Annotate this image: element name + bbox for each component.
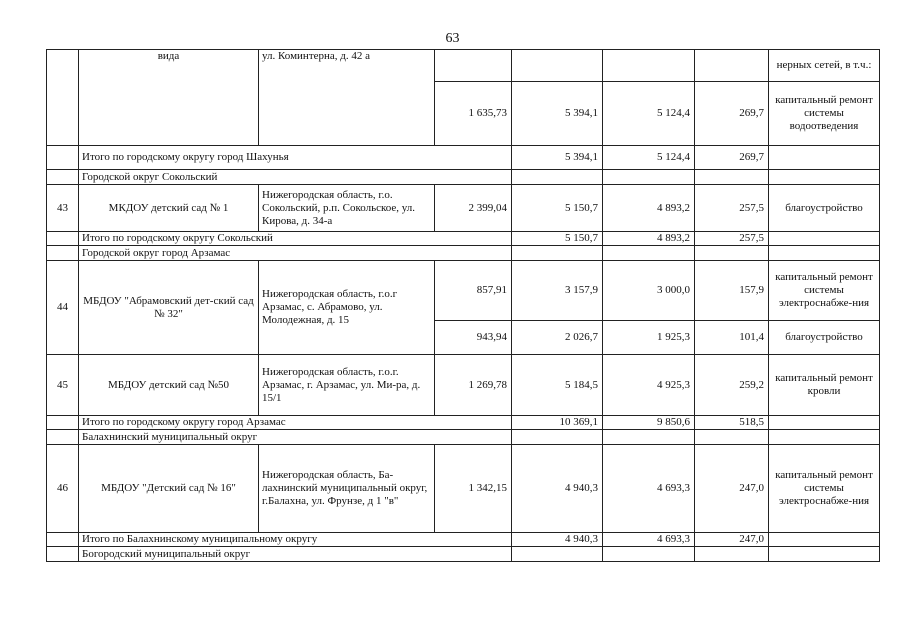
cell-total: 5 150,7 bbox=[512, 232, 603, 246]
table-row bbox=[47, 355, 880, 416]
cell-address: Нижегородская область, Ба-лахнинский муниципальный округ, г.Балахна, ул. Фрунзе, д 1 "в" bbox=[259, 445, 435, 533]
cell-purpose: капитальный ремонт системы электроснабже-ния bbox=[769, 445, 880, 533]
cell-total: 2 026,7 bbox=[512, 321, 603, 355]
cell-num bbox=[47, 50, 79, 146]
section-header-row bbox=[47, 170, 880, 185]
cell-total bbox=[512, 50, 603, 82]
cell-name: МБДОУ детский сад №50 bbox=[79, 355, 259, 416]
cell-regional: 1 925,3 bbox=[603, 321, 695, 355]
cell-total: 4 940,3 bbox=[512, 533, 603, 547]
cell-purpose: благоустройство bbox=[769, 321, 880, 355]
cell-total: 5 150,7 bbox=[512, 185, 603, 232]
cell-regional: 4 893,2 bbox=[603, 232, 695, 246]
table-row bbox=[47, 261, 880, 321]
cell-name: вида bbox=[79, 50, 259, 146]
total-label: Итого по городскому округу город Арзамас bbox=[79, 416, 512, 430]
total-row bbox=[47, 533, 880, 547]
cell-total: 5 394,1 bbox=[512, 82, 603, 146]
cell-local: 518,5 bbox=[695, 416, 769, 430]
cell-regional: 4 893,2 bbox=[603, 185, 695, 232]
cell-regional: 4 693,3 bbox=[603, 533, 695, 547]
total-label: Итого по городскому округу город Шахунья bbox=[79, 146, 512, 170]
page-number: 63 bbox=[445, 31, 460, 46]
table-row bbox=[47, 445, 880, 533]
cell-total: 4 940,3 bbox=[512, 445, 603, 533]
total-row bbox=[47, 146, 880, 170]
funding-table bbox=[46, 49, 880, 562]
section-header-row bbox=[47, 547, 880, 562]
cell-total: 5 394,1 bbox=[512, 146, 603, 170]
cell-local: 257,5 bbox=[695, 185, 769, 232]
cell-address: ул. Коминтерна, д. 42 а bbox=[259, 50, 435, 146]
cell-local: 247,0 bbox=[695, 445, 769, 533]
table-row bbox=[47, 185, 880, 232]
cell-purpose: благоустройство bbox=[769, 185, 880, 232]
cell-local: 101,4 bbox=[695, 321, 769, 355]
cell-purpose: капитальный ремонт системы водоотведения bbox=[769, 82, 880, 146]
cell-local: 269,7 bbox=[695, 82, 769, 146]
cell-regional bbox=[603, 50, 695, 82]
cell-address: Нижегородская область, г.о.г Арзамас, с. Абрамово, ул. Молодежная, д. 15 bbox=[259, 261, 435, 355]
cell-purpose: капитальный ремонт системы электроснабже-ния bbox=[769, 261, 880, 321]
cell-total: 3 157,9 bbox=[512, 261, 603, 321]
cell-local: 157,9 bbox=[695, 261, 769, 321]
cell-area bbox=[435, 50, 512, 82]
cell-name: МКДОУ детский сад № 1 bbox=[79, 185, 259, 232]
cell-local: 269,7 bbox=[695, 146, 769, 170]
cell-num: 43 bbox=[47, 185, 79, 232]
cell-area: 1 269,78 bbox=[435, 355, 512, 416]
cell-area: 1 342,15 bbox=[435, 445, 512, 533]
table-row bbox=[47, 50, 880, 82]
section-header: Богородский муниципальный округ bbox=[79, 547, 512, 562]
total-row bbox=[47, 232, 880, 246]
cell-name: МБДОУ "Детский сад № 16" bbox=[79, 445, 259, 533]
cell-area: 2 399,04 bbox=[435, 185, 512, 232]
cell-area: 857,91 bbox=[435, 261, 512, 321]
cell-regional: 3 000,0 bbox=[603, 261, 695, 321]
total-row bbox=[47, 416, 880, 430]
section-header-row bbox=[47, 430, 880, 445]
cell-total: 10 369,1 bbox=[512, 416, 603, 430]
total-label: Итого по Балахнинскому муниципальному округу bbox=[79, 533, 512, 547]
cell-purpose: нерных сетей, в т.ч.: bbox=[769, 50, 880, 82]
cell-purpose: капитальный ремонт кровли bbox=[769, 355, 880, 416]
cell-address: Нижегородская область, г.о.г. Арзамас, г. Арзамас, ул. Ми-ра, д. 15/1 bbox=[259, 355, 435, 416]
section-header: Городской округ город Арзамас bbox=[79, 246, 512, 261]
total-label: Итого по городскому округу Сокольский bbox=[79, 232, 512, 246]
cell-address: Нижегородская область, г.о. Сокольский, р.п. Сокольское, ул. Кирова, д. 34-а bbox=[259, 185, 435, 232]
cell-local: 257,5 bbox=[695, 232, 769, 246]
cell-total: 5 184,5 bbox=[512, 355, 603, 416]
cell-num: 46 bbox=[47, 445, 79, 533]
cell-regional: 5 124,4 bbox=[603, 82, 695, 146]
cell-local: 259,2 bbox=[695, 355, 769, 416]
cell-regional: 4 693,3 bbox=[603, 445, 695, 533]
cell-name: МБДОУ "Абрамовский дет-ский сад № 32" bbox=[79, 261, 259, 355]
cell-regional: 9 850,6 bbox=[603, 416, 695, 430]
cell-area: 943,94 bbox=[435, 321, 512, 355]
cell-num: 45 bbox=[47, 355, 79, 416]
section-header: Балахнинский муниципальный округ bbox=[79, 430, 512, 445]
section-header: Городской округ Сокольский bbox=[79, 170, 512, 185]
cell-area: 1 635,73 bbox=[435, 82, 512, 146]
cell-local: 247,0 bbox=[695, 533, 769, 547]
cell-regional: 4 925,3 bbox=[603, 355, 695, 416]
section-header-row bbox=[47, 246, 880, 261]
cell-local bbox=[695, 50, 769, 82]
cell-num: 44 bbox=[47, 261, 79, 355]
cell-regional: 5 124,4 bbox=[603, 146, 695, 170]
